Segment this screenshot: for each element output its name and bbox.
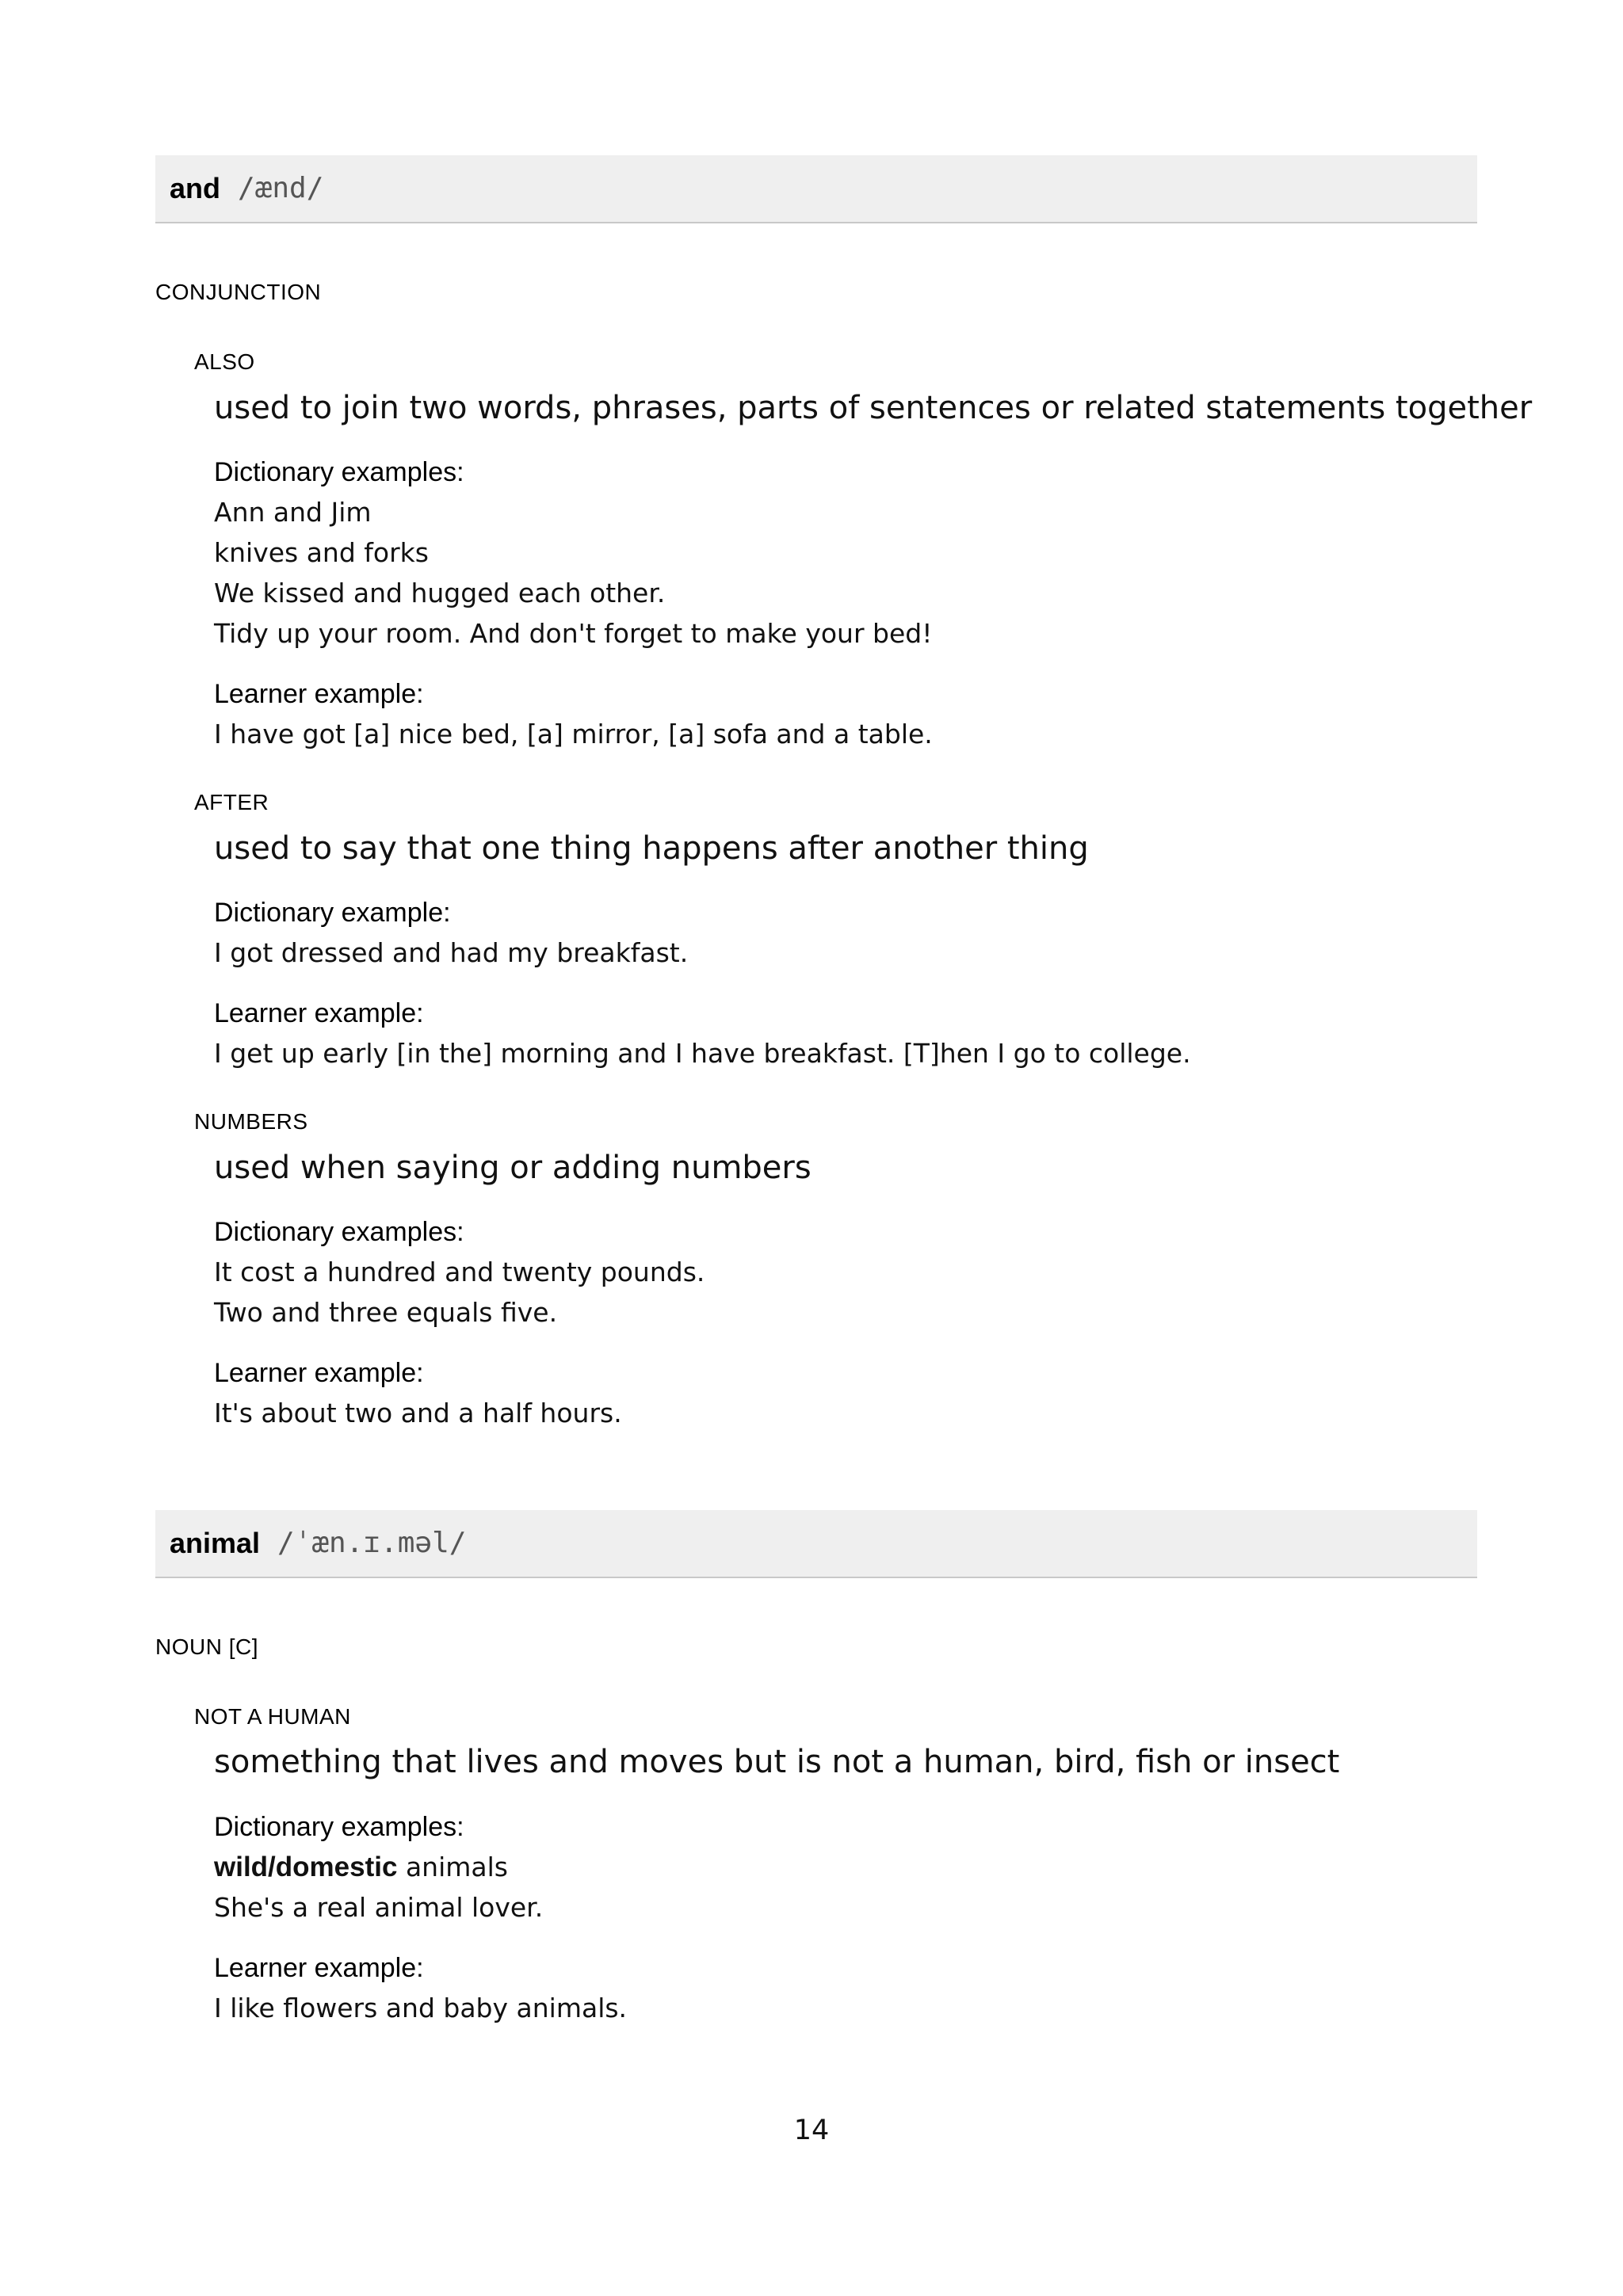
guideword: NOT A HUMAN: [194, 1704, 351, 1729]
entry-header-animal: [155, 1510, 1477, 1578]
dictionary-example: [214, 1851, 508, 1884]
part-of-speech: CONJUNCTION: [155, 280, 322, 304]
learner-example-label: Learner example:: [214, 679, 424, 709]
part-of-speech: NOUN [C]: [155, 1634, 258, 1659]
pronunciation: /ænd/: [238, 172, 324, 204]
entry-header-and: [155, 155, 1477, 223]
definition: used when saying or adding numbers: [214, 1150, 812, 1186]
learner-example: I get up early [in the] morning and I have breakfast. [T]hen I go to college.: [214, 1038, 1191, 1069]
learner-example-label: Learner example:: [214, 1358, 424, 1388]
definition: used to say that one thing happens after another thing: [214, 830, 1089, 867]
example-text: animals: [405, 1852, 508, 1882]
pronunciation: /ˈæn.ɪ.məl/: [277, 1527, 467, 1559]
learner-example-label: Learner example:: [214, 998, 424, 1028]
learner-example: It's about two and a half hours.: [214, 1398, 622, 1428]
dictionary-example: Ann and Jim: [214, 497, 372, 528]
dictionary-example: knives and forks: [214, 537, 429, 568]
dictionary-example: She's a real animal lover.: [214, 1892, 544, 1923]
learner-example: I have got [a] nice bed, [a] mirror, [a] sofa and a table.: [214, 719, 933, 749]
page-number: 14: [793, 2115, 830, 2146]
headword: and: [170, 172, 221, 204]
guideword: NUMBERS: [194, 1109, 308, 1134]
learner-example-label: Learner example:: [214, 1953, 424, 1983]
learner-example: I like flowers and baby animals.: [214, 1993, 628, 2023]
definition: used to join two words, phrases, parts of sentences or related statements together: [214, 390, 1533, 426]
dictionary-example: We kissed and hugged each other.: [214, 578, 666, 608]
dictionary-examples-label: Dictionary examples:: [214, 457, 464, 487]
guideword: ALSO: [194, 349, 255, 374]
dictionary-examples-label: Dictionary example:: [214, 898, 451, 928]
headword: animal: [170, 1527, 261, 1559]
dictionary-example: Tidy up your room. And don't forget to make your bed!: [214, 618, 933, 649]
dictionary-example: I got dressed and had my breakfast.: [214, 937, 689, 968]
dictionary-examples-label: Dictionary examples:: [214, 1812, 464, 1842]
guideword: AFTER: [194, 790, 269, 814]
dictionary-example: Two and three equals five.: [214, 1297, 558, 1328]
bold-collocation: wild/domestic: [214, 1852, 398, 1882]
dictionary-examples-label: Dictionary examples:: [214, 1217, 464, 1247]
dictionary-example: It cost a hundred and twenty pounds.: [214, 1257, 705, 1287]
definition: something that lives and moves but is not a human, bird, fish or insect: [214, 1744, 1340, 1780]
